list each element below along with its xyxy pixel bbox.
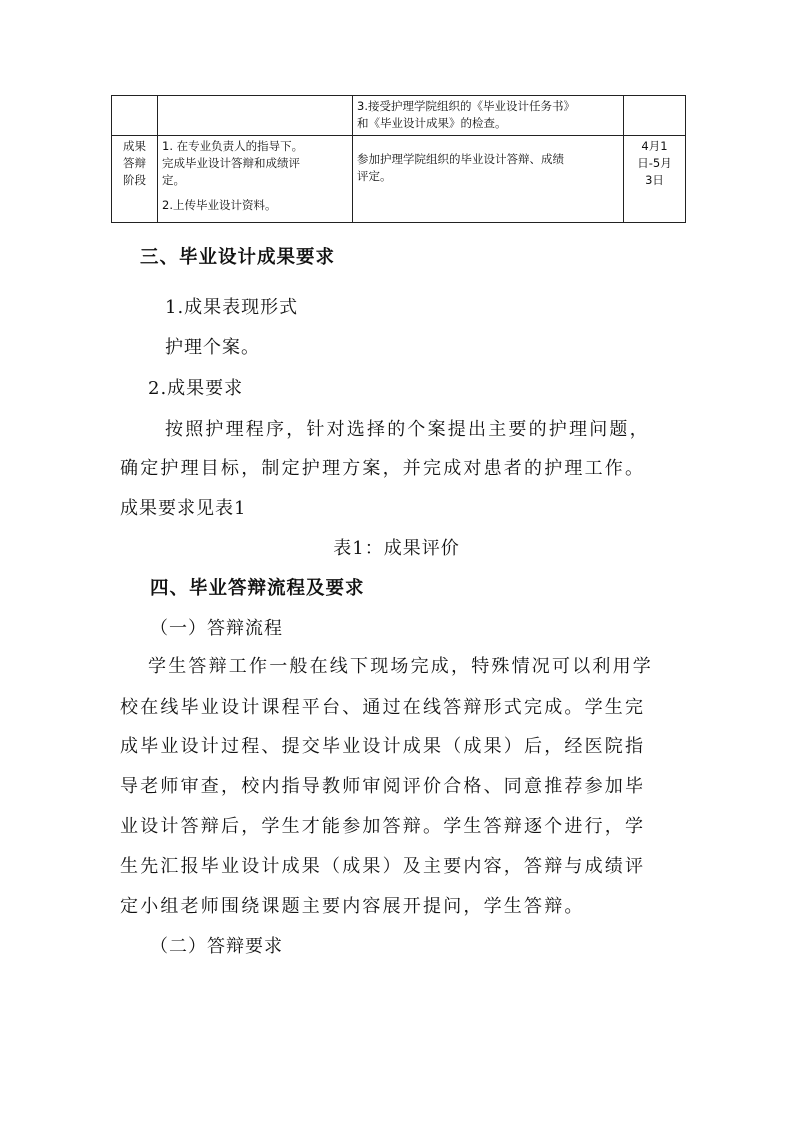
time-cell bbox=[624, 136, 686, 223]
table-row bbox=[112, 96, 686, 136]
subheading: 2.成果要求 bbox=[148, 378, 244, 399]
student-task-cell bbox=[158, 96, 353, 136]
cell-text-line: 4月1 bbox=[641, 139, 668, 153]
stage-cell bbox=[112, 96, 158, 136]
cell-text-line: 参加护理学院组织的毕业设计答辩、成绩 bbox=[357, 152, 564, 166]
cell-text-line: 3.接受护理学院组织的《毕业设计任务书》 bbox=[357, 99, 575, 113]
stage-cell bbox=[112, 136, 158, 223]
subheading: 1.成果表现形式 bbox=[165, 297, 299, 318]
table-caption: 表1：成果评价 bbox=[333, 538, 460, 559]
cell-text-line: 成果 bbox=[123, 139, 146, 153]
hospital-task-cell bbox=[353, 96, 624, 136]
paragraph-line: 导老师审查，校内指导教师审阅评价合格、同意推荐参加毕 bbox=[120, 776, 646, 797]
subheading: （二）答辩要求 bbox=[150, 936, 283, 957]
paragraph-line: 学生答辩工作一般在线下现场完成，特殊情况可以利用学 bbox=[148, 656, 653, 677]
cell-text-line: 定。 bbox=[162, 173, 185, 187]
cell-text-line: 答辩 bbox=[123, 156, 146, 170]
table-row bbox=[112, 136, 686, 223]
section-heading: 三、毕业设计成果要求 bbox=[140, 247, 336, 268]
cell-text-line: 和《毕业设计成果》的检查。 bbox=[357, 116, 507, 130]
cell-text-line: 2.上传毕业设计资料。 bbox=[162, 198, 277, 212]
cell-text-line: 3日 bbox=[645, 173, 664, 187]
paragraph-line: 确定护理目标，制定护理方案，并完成对患者的护理工作。 bbox=[120, 458, 646, 479]
hospital-task-cell bbox=[353, 136, 624, 223]
schedule-table bbox=[111, 95, 686, 223]
paragraph-text: 护理个案。 bbox=[165, 337, 260, 358]
cell-text-line: 1. 在专业负责人的指导下。 bbox=[162, 139, 304, 153]
paragraph-line: 成果要求见表1 bbox=[120, 498, 247, 519]
subheading: （一）答辩流程 bbox=[150, 618, 283, 639]
paragraph-line: 按照护理程序，针对选择的个案提出主要的护理问题， bbox=[165, 419, 650, 440]
paragraph-line: 校在线毕业设计课程平台、通过在线答辩形式完成。学生完 bbox=[120, 697, 646, 718]
student-task-cell bbox=[158, 136, 353, 223]
paragraph-line: 生先汇报毕业设计成果（成果）及主要内容，答辩与成绩评 bbox=[120, 856, 646, 877]
cell-text-line: 完成毕业设计答辩和成绩评 bbox=[162, 156, 300, 170]
cell-text-line: 日-5月 bbox=[637, 156, 672, 170]
time-cell bbox=[624, 96, 686, 136]
paragraph-line: 定小组老师围绕课题主要内容展开提问，学生答辩。 bbox=[120, 896, 585, 917]
cell-text-line: 阶段 bbox=[123, 173, 146, 187]
paragraph-line: 业设计答辩后，学生才能参加答辩。学生答辩逐个进行，学 bbox=[120, 816, 646, 837]
cell-text-line: 评定。 bbox=[357, 169, 392, 183]
section-heading: 四、毕业答辩流程及要求 bbox=[150, 578, 365, 599]
paragraph-line: 成毕业设计过程、提交毕业设计成果（成果）后，经医院指 bbox=[120, 736, 646, 757]
